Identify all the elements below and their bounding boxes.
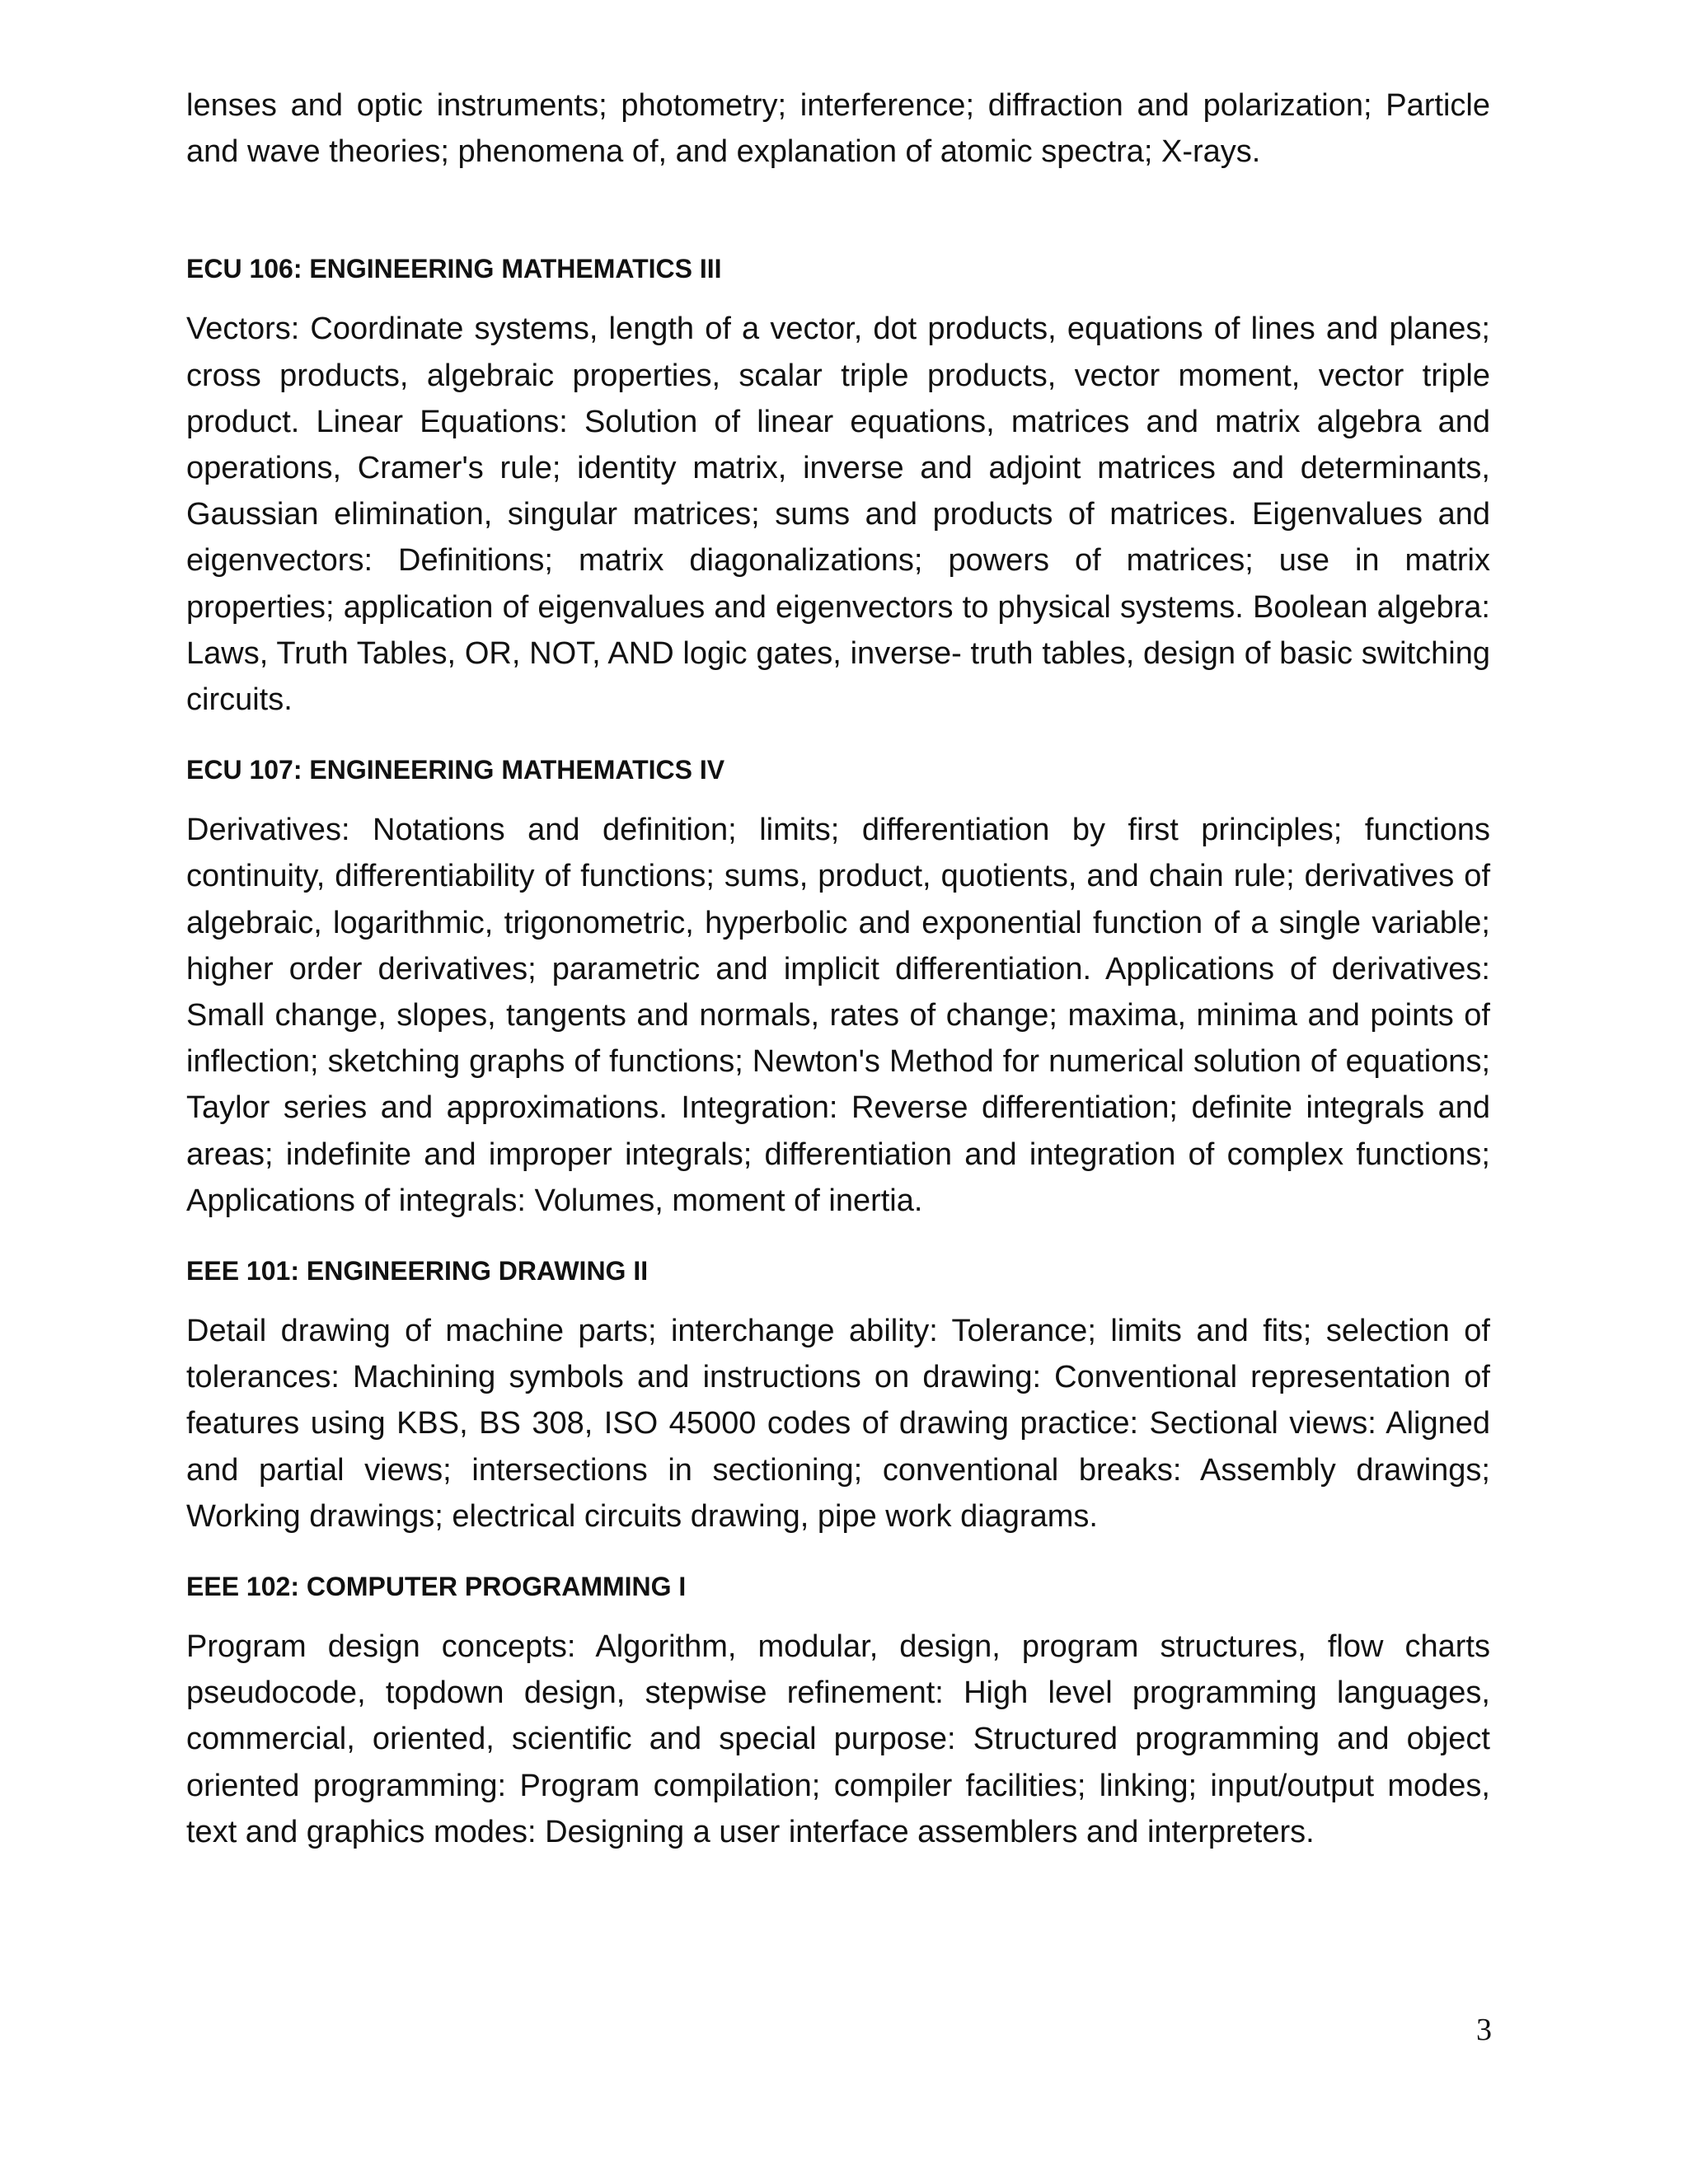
- page-content: [186, 82, 1490, 1886]
- course-heading: ECU 106: ENGINEERING MATHEMATICS III: [186, 254, 722, 284]
- course-description: Derivatives: Notations and definition; limits; differentiation by first principles; functions continuity, differentiability of functions; sums, product, quotients, and chain rule; derivatives of algebraic, logarithmic, trigonometric, hyperbolic and exponential function of a single variable; higher order derivatives; parametric and implicit differentiation. Applications of derivatives: Small change, slopes, tangents and normals, rates of change; maxima, minima and points of inflection; sketching graphs of functions; Newton's Method for numerical solution of equations; Taylor series and approximations. Integration: Reverse differentiation; definite integrals and areas; indefinite and improper integrals; differentiation and integration of complex functions; Applications of integrals: Volumes, moment of inertia.: [186, 813, 1490, 1218]
- course-section-eee-102: [186, 1570, 1490, 1855]
- page-number: 3: [1476, 2013, 1492, 2047]
- course-description: Detail drawing of machine parts; interchange ability: Tolerance; limits and fits; selection of tolerances: Machining symbols and instructions on drawing: Conventional representation of features using KBS, BS 308, ISO 45000 codes of drawing practice: Sectional views: Aligned and partial views; intersections in sectioning; conventional breaks: Assembly drawings; Working drawings; electrical circuits drawing, pipe work diagrams.: [186, 1314, 1490, 1534]
- course-heading: EEE 101: ENGINEERING DRAWING II: [186, 1256, 649, 1286]
- course-section-ecu-107: [186, 753, 1490, 1224]
- course-heading: ECU 107: ENGINEERING MATHEMATICS IV: [186, 755, 725, 785]
- course-description: Vectors: Coordinate systems, length of a vector, dot products, equations of lines and planes; cross products, algebraic properties, scalar triple products, vector moment, vector triple product. Linear Equations: Solution of linear equations, matrices and matrix algebra and operations, Cramer's rule; identity matrix, inverse and adjoint matrices and determinants, Gaussian elimination, singular matrices; sums and products of matrices. Eigenvalues and eigenvectors: Definitions; matrix diagonalizations; powers of matrices; use in matrix properties; application of eigenvalues and eigenvectors to physical systems. Boolean algebra: Laws, Truth Tables, OR, NOT, AND logic gates, inverse- truth tables, design of basic switching circuits.: [186, 312, 1490, 718]
- course-section-eee-101: [186, 1254, 1490, 1540]
- intro-paragraph: lenses and optic instruments; photometry; interference; diffraction and polarization; Particle and wave theories; phenomena of, and explanation of atomic spectra; X-rays.: [186, 88, 1490, 170]
- course-section-ecu-106: [186, 252, 1490, 723]
- course-description: Program design concepts: Algorithm, modular, design, program structures, flow charts pseudocode, topdown design, stepwise refinement: High level programming languages, commercial, oriented, scientific and special purpose: Structured programming and object oriented programming: Program compilation; compiler facilities; linking; input/output modes, text and graphics modes: Designing a user interface assemblers and interpreters.: [186, 1629, 1490, 1849]
- course-heading: EEE 102: COMPUTER PROGRAMMING I: [186, 1572, 687, 1602]
